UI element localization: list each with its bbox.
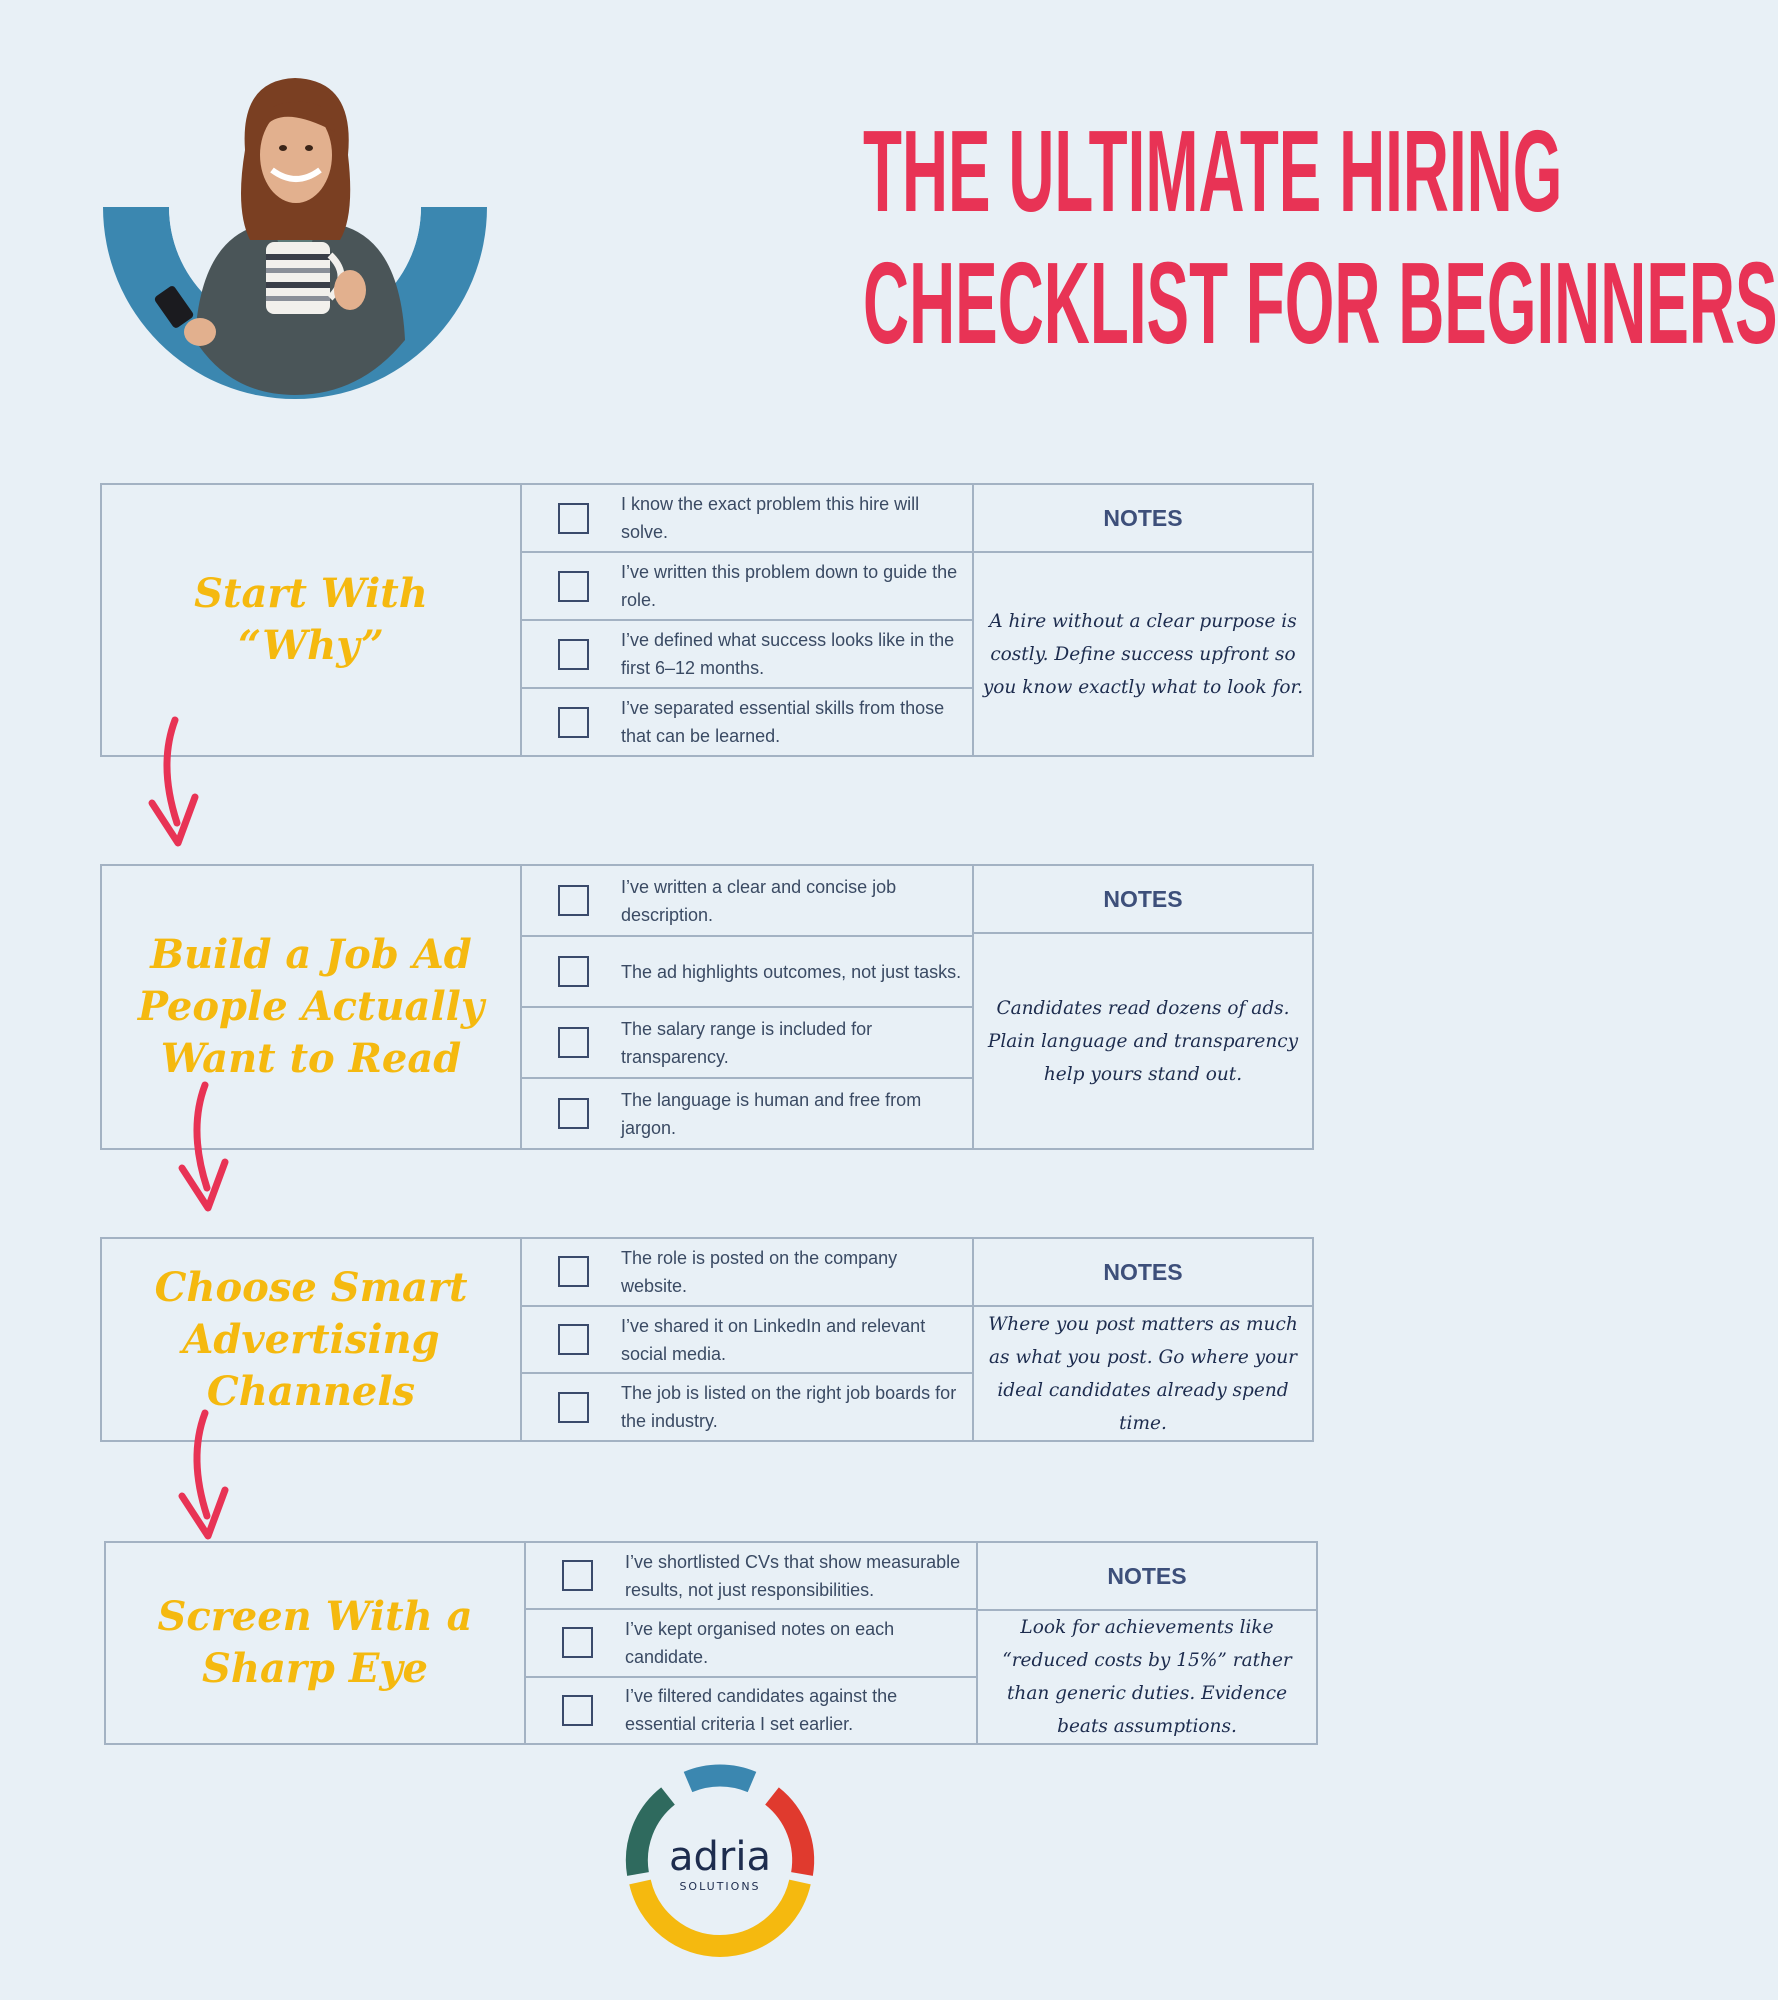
notes-label: NOTES <box>974 866 1312 934</box>
checklist-item <box>526 1543 976 1610</box>
hero-photo <box>100 40 490 400</box>
notes-panel <box>974 866 1312 1148</box>
notes-text: Where you post matters as much as what you post. Go where your ideal candidates already spend time. <box>988 1313 1298 1434</box>
section-title: Screen With a Sharp Eye <box>106 1543 526 1743</box>
section-build-a-job-ad <box>100 864 1314 1150</box>
checklist-item <box>522 1239 972 1307</box>
notes-label: NOTES <box>974 1239 1312 1307</box>
checklist-item <box>522 621 972 689</box>
logo-subtext: SOLUTIONS <box>679 1880 761 1893</box>
checklist <box>526 1543 978 1743</box>
checkbox[interactable] <box>558 1256 589 1287</box>
checklist-item <box>522 937 972 1008</box>
checklist <box>522 485 974 755</box>
checklist <box>522 866 974 1148</box>
checkbox[interactable] <box>558 571 589 602</box>
checklist-item-text: I know the exact problem this hire will solve. <box>621 494 920 542</box>
checklist-item <box>526 1610 976 1677</box>
checklist-item-text: I’ve separated essential skills from those that can be learned. <box>621 698 945 746</box>
checkbox[interactable] <box>558 956 589 987</box>
notes-text: A hire without a clear purpose is costly. Define success upfront so you know exactly what to look for. <box>982 610 1304 698</box>
checklist-item-text: I’ve defined what success looks like in the first 6–12 months. <box>621 630 955 678</box>
title-line-1: THE ULTIMATE HIRING <box>863 106 1563 236</box>
section-title: Build a Job Ad People Actually Want to Read <box>102 866 522 1148</box>
arrow-down-icon <box>130 715 220 855</box>
checklist-item <box>526 1678 976 1743</box>
section-choose-smart-advertising-channels <box>100 1237 1314 1442</box>
notes-text: Candidates read dozens of ads. Plain language and transparency help yours stand out. <box>987 997 1299 1085</box>
checklist-item-text: I’ve filtered candidates against the essential criteria I set earlier. <box>625 1686 898 1735</box>
logo-wordmark: adria <box>669 1834 771 1880</box>
checkbox[interactable] <box>558 1027 589 1058</box>
checklist-item-text: The job is listed on the right job boards for the industry. <box>621 1383 957 1432</box>
checklist-item <box>522 1374 972 1440</box>
checklist-item <box>522 866 972 937</box>
notes-label: NOTES <box>974 485 1312 553</box>
checklist-item <box>522 1008 972 1079</box>
checklist-item-text: The ad highlights outcomes, not just tasks. <box>621 961 962 982</box>
checkbox[interactable] <box>558 1324 589 1355</box>
checklist-item <box>522 485 972 553</box>
title-line-2: CHECKLIST FOR BEGINNERS <box>863 238 1778 368</box>
checkbox[interactable] <box>558 1098 589 1129</box>
woman-with-mug-illustration <box>100 40 490 400</box>
notes-panel <box>974 1239 1312 1440</box>
checklist-item-text: I’ve kept organised notes on each candidate. <box>625 1618 895 1667</box>
checklist-item <box>522 1307 972 1375</box>
checklist-item-text: The language is human and free from jargon. <box>621 1089 922 1138</box>
checkbox[interactable] <box>562 1560 593 1591</box>
checklist-item-text: I’ve written this problem down to guide the role. <box>621 562 958 610</box>
section-title: Choose Smart Advertising Channels <box>102 1239 522 1440</box>
checklist-item-text: I’ve written a clear and concise job description. <box>621 876 897 925</box>
checkbox[interactable] <box>558 885 589 916</box>
checklist-item-text: The role is posted on the company website. <box>621 1247 898 1296</box>
checkbox[interactable] <box>558 1392 589 1423</box>
checklist-item-text: I’ve shared it on LinkedIn and relevant social media. <box>621 1315 926 1364</box>
notes-text: Look for achievements like “reduced costs by 15%” rather than generic duties. Evidence beats assumptions. <box>1002 1617 1292 1737</box>
checkbox[interactable] <box>562 1627 593 1658</box>
page-title <box>863 105 1778 369</box>
notes-panel <box>978 1543 1316 1743</box>
adria-solutions-logo <box>630 1770 810 1950</box>
checkbox[interactable] <box>558 503 589 534</box>
checklist-item-text: I’ve shortlisted CVs that show measurable results, not just responsibilities. <box>625 1551 961 1600</box>
checklist <box>522 1239 974 1440</box>
arrow-down-icon <box>160 1080 250 1220</box>
notes-label: NOTES <box>978 1543 1316 1611</box>
checklist-item-text: The salary range is included for transparency. <box>621 1018 873 1067</box>
checklist-item <box>522 1079 972 1148</box>
section-start-with-why <box>100 483 1314 757</box>
checkbox[interactable] <box>558 707 589 738</box>
checkbox[interactable] <box>562 1695 593 1726</box>
checkbox[interactable] <box>558 639 589 670</box>
section-screen-with-a-sharp-eye <box>104 1541 1318 1745</box>
arrow-down-icon <box>160 1408 250 1548</box>
section-title: Start With “Why” <box>102 485 522 755</box>
checklist-item <box>522 553 972 621</box>
notes-panel <box>974 485 1312 755</box>
checklist-item <box>522 689 972 755</box>
